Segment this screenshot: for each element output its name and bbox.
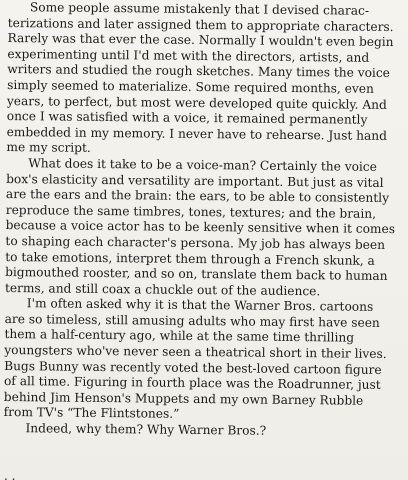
text-line: I'm often asked why it is that the Warner Bros. cartoons bbox=[26, 296, 374, 315]
text-line: youngsters who've never seen a theatrical short in their lives. bbox=[4, 343, 387, 362]
text-line: of all time. Figuring in fourth place was the Roadrunner, just bbox=[3, 374, 381, 393]
text-line: writers and studied the rough sketches. Many times the voice bbox=[7, 62, 390, 81]
text-line: simply seemed to materialize. Some required months, even bbox=[7, 77, 374, 96]
text-line: Rarely was that ever the case. Normally I wouldn't even begin bbox=[7, 31, 394, 50]
text-line: bigmouthed rooster, and so on, translate them back to human bbox=[5, 265, 388, 284]
text-line: from TV's “The Flintstones.” bbox=[3, 405, 180, 422]
text-line: because a voice actor has to be keenly sensitive when it comes bbox=[5, 218, 396, 237]
text-line: experimenting until I'd met with the directors, artists, and bbox=[7, 46, 370, 65]
page-text bbox=[3, 0, 402, 441]
text-line: Bugs Bunny was recently voted the best-loved cartoon figure bbox=[4, 358, 382, 377]
text-line: box's elasticity and versatility are important. But just as vital bbox=[6, 171, 384, 190]
text-line: to shaping each character's persona. My job has always been bbox=[5, 233, 386, 252]
text-line: Indeed, why them? Why Warner Bros.? bbox=[25, 421, 267, 438]
text-line: to take emotions, interpret them through a French skunk, a bbox=[5, 249, 375, 268]
text-line: embedded in my memory. I never have to rehearse. Just hand bbox=[6, 124, 388, 143]
text-line: are the ears and the brain: the ears, to be able to consistently bbox=[5, 187, 390, 206]
text-line: Some people assume mistakenly that I devised charac- bbox=[29, 0, 370, 18]
text-line: once I was satisfied with a voice, it remained permanently bbox=[6, 109, 368, 127]
text-line: terizations and later assigned them to appropriate characters. bbox=[7, 15, 394, 34]
text-line: are so timeless, still amusing adults who may first have seen bbox=[4, 311, 380, 330]
text-line: What does it take to be a voice-man? Certainly the voice bbox=[28, 156, 377, 174]
text-line: behind Jim Henson's Muppets and my own Barney Rubble bbox=[3, 389, 364, 408]
text-line: years, to perfect, but most were developed quite quickly. And bbox=[6, 93, 387, 112]
text-line: terms, and still coax a chuckle out of the audience. bbox=[4, 280, 321, 298]
text-line: them a half-century ago, while at the same time thrilling bbox=[4, 327, 355, 346]
cutoff-line-fragment: . . bbox=[4, 470, 16, 480]
text-line: reproduce the same timbres, tones, textures; and the brain, bbox=[5, 202, 377, 221]
text-line: me my script. bbox=[6, 140, 91, 156]
